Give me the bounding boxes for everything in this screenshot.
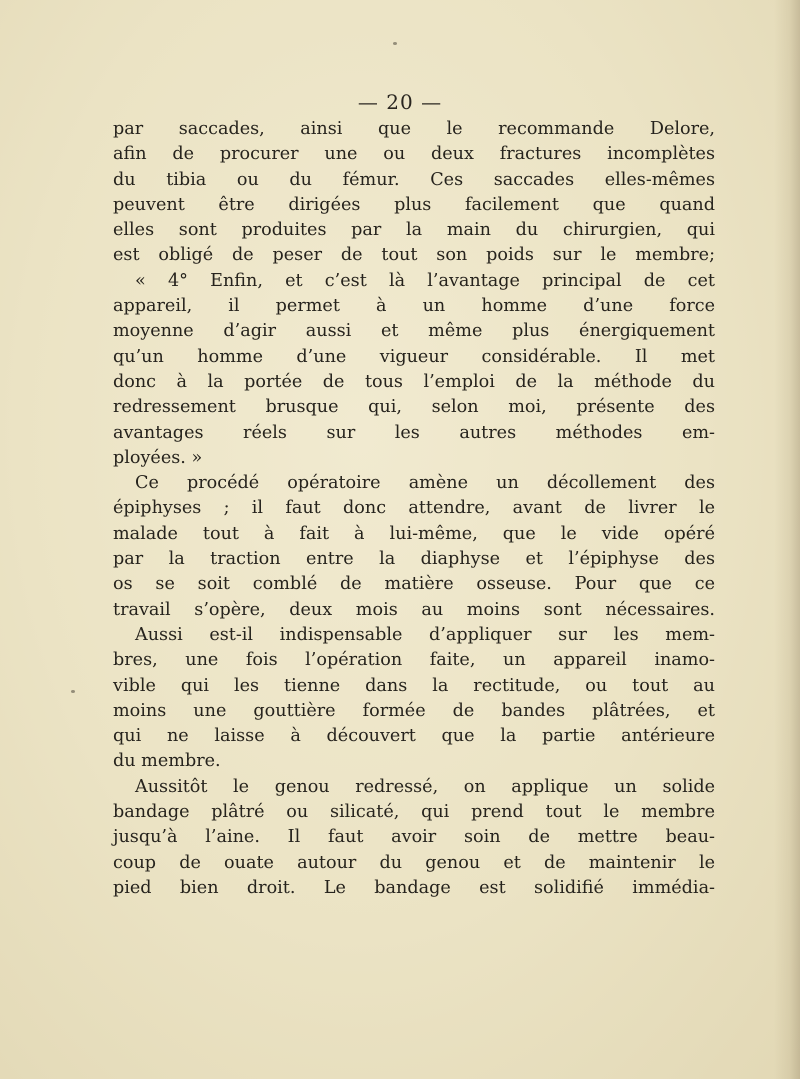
text-line: par saccades, ainsi que le recommande Delore,	[113, 119, 715, 139]
text-line: bandage plâtré ou silicaté, qui prend tout le membre	[113, 802, 715, 823]
text-line: est obligé de peser de tout son poids sur le membre;	[113, 245, 715, 266]
text-line: appareil, il permet à un homme d’une force	[113, 296, 715, 317]
text-line: donc à la portée de tous l’emploi de la méthode du	[113, 371, 715, 392]
text-line: du tibia ou du fémur. Ces saccades elles-mêmes	[113, 169, 715, 190]
text-line: Ce procédé opératoire amène un décollement des	[135, 473, 715, 494]
page-number: — 20 —	[357, 90, 443, 114]
text-line: jusqu’à l’aine. Il faut avoir soin de mettre beau-	[113, 827, 715, 848]
text-line: Aussi est-il indispensable d’appliquer sur les mem-	[135, 624, 715, 645]
text-line: qui ne laisse à découvert que la partie antérieure	[113, 726, 715, 747]
page-edge-shadow	[774, 0, 800, 1079]
paper-speck	[71, 690, 75, 693]
text-line: qu’un homme d’une vigueur considérable. Il met	[113, 346, 715, 367]
text-line: moins une gouttière formée de bandes plâtrées, et	[113, 700, 715, 721]
text-line: ployées. »	[113, 447, 203, 468]
text-line: os se soit comblé de matière osseuse. Pour que ce	[113, 574, 715, 595]
text-line: elles sont produites par la main du chirurgien, qui	[113, 220, 715, 241]
text-line: moyenne d’agir aussi et même plus énergiquement	[113, 321, 715, 342]
text-line: vible qui les tienne dans la rectitude, ou tout au	[113, 675, 715, 696]
text-line: Aussitôt le genou redressé, on applique un solide	[135, 776, 715, 797]
text-line: coup de ouate autour du genou et de maintenir le	[113, 852, 715, 873]
paper-speck	[393, 42, 397, 45]
text-line: par la traction entre la diaphyse et l’épiphyse des	[113, 549, 715, 570]
text-line: du membre.	[113, 751, 221, 772]
text-line: avantages réels sur les autres méthodes em-	[113, 422, 715, 443]
text-line: épiphyses ; il faut donc attendre, avant de livrer le	[113, 498, 715, 519]
text-line: afin de procurer une ou deux fractures incomplètes	[113, 144, 715, 165]
text-line: « 4° Enfin, et c’est là l’avantage principal de cet	[135, 270, 715, 291]
body-text	[113, 117, 715, 901]
text-line: malade tout à fait à lui-même, que le vide opéré	[113, 523, 715, 544]
text-line: pied bien droit. Le bandage est solidifié immédia-	[113, 877, 715, 898]
text-line: peuvent être dirigées plus facilement que quand	[113, 194, 715, 215]
text-line: bres, une fois l’opération faite, un appareil inamo-	[113, 650, 715, 671]
text-line: travail s’opère, deux mois au moins sont nécessaires.	[113, 599, 715, 620]
text-line: redressement brusque qui, selon moi, présente des	[113, 397, 715, 418]
